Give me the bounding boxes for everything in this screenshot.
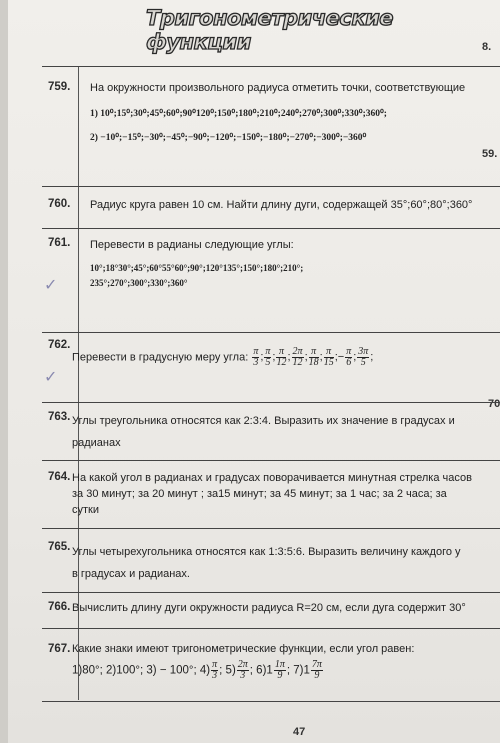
- angles-list-1: 10°;18°30°;45°;60°55°60°;90°;120°135°;150°;180°;210°;: [90, 262, 304, 273]
- angles-list-2: 235°;270°;300°;330°;360°: [90, 278, 188, 288]
- problem-759: [42, 66, 500, 185]
- fraction: $\frac{\pi}{18}$: [308, 346, 319, 368]
- problem-number: 762.: [48, 339, 71, 351]
- fraction: $\frac{2\pi}{12}$: [292, 346, 303, 368]
- fraction: $\frac{\pi}{3}$: [212, 658, 218, 681]
- problem-760: [42, 186, 500, 227]
- textbook-page: [8, 0, 500, 743]
- problem-text-cont: за 30 минут; за 20 минут ; за15 минут; за 45 минут; за 1 час; за 2 часа; за: [72, 487, 447, 500]
- problem-763: [42, 402, 500, 459]
- margin-number-762: 70: [488, 398, 500, 410]
- problem-766: [42, 592, 500, 627]
- problem-text: На какой угол в радианах и градусах поворачивается минутная стрелка часов: [72, 472, 472, 484]
- fraction: $\frac{7\pi}{9}$: [311, 658, 322, 681]
- problem-number: 767.: [48, 643, 71, 655]
- pencil-check-icon: ✓: [44, 369, 58, 386]
- page-number: 47: [293, 726, 306, 738]
- margin-number-top: 8.: [482, 41, 492, 53]
- angle-options: 1)80°; 2)100°; 3) − 100°; 4) $\frac{\pi}{3}$ ; 5) $\frac{2\pi}{3}$ ; 6)1 $\frac{1\pi}{9}$ ; 7)1 $\frac{7\pi}{9}$: [72, 658, 322, 681]
- fraction: $\frac{\pi}{12}$: [276, 346, 287, 368]
- problem-number: 765.: [48, 541, 71, 553]
- problem-765: [42, 528, 500, 591]
- fraction: $\frac{\pi}{6}$: [346, 346, 352, 368]
- fraction-list: $\frac{\pi}{3}$ ; $\frac{\pi}{5}$ ; $\frac{\pi}{12}$ ; $\frac{2\pi}{12}$ ; $\frac{\pi}{18}$ ; $\frac{\pi}{15}$ ;− $\frac{\pi}{6}$ ; $\frac{3\pi}{5}$ ;: [253, 346, 374, 368]
- fraction: $\frac{\pi}{5}$: [265, 346, 271, 368]
- fraction: $\frac{\pi}{3}$: [253, 346, 259, 368]
- problem-number: 766.: [48, 601, 71, 613]
- problem-text: На окружности произвольного радиуса отметить точки, соответствующие: [90, 82, 466, 94]
- problem-text-cont: в градусах и радианах.: [72, 568, 190, 580]
- problem-text-cont: радианах: [72, 437, 121, 449]
- problem-text: Перевести в градусную меру угла:: [72, 351, 249, 364]
- fraction: $\frac{\pi}{15}$: [323, 346, 334, 368]
- problem-767: [42, 628, 500, 702]
- problem-number: 759.: [48, 81, 71, 93]
- angles-list-2: 2) −10⁰;−15⁰;−30⁰;−45⁰;−90⁰;−120⁰;−150⁰;−180⁰;−270⁰;−300⁰;−360⁰: [90, 132, 367, 143]
- fraction: $\frac{3\pi}{5}$: [358, 346, 369, 368]
- fraction: $\frac{1\pi}{9}$: [274, 658, 285, 681]
- problem-762: [42, 332, 500, 401]
- pencil-check-icon: ✓: [44, 277, 58, 294]
- problem-number: 763.: [48, 411, 71, 423]
- problem-number: 764.: [48, 471, 71, 483]
- problem-text: Радиус круга равен 10 см. Найти длину дуги, содержащей 35°;60°;80°;360°: [90, 199, 473, 211]
- fraction: $\frac{2\pi}{3}$: [237, 658, 248, 681]
- problem-text: Углы треугольника относятся как 2:3:4. Выразить их значение в градусах и: [72, 415, 455, 427]
- problem-text-cont2: сутки: [72, 503, 99, 516]
- problem-764: [42, 460, 500, 527]
- problem-number: 761.: [48, 237, 71, 249]
- page-title: Тригонометрические функции: [146, 6, 394, 54]
- problem-text: Какие знаки имеют тригонометрические функции, если угол равен:: [72, 643, 415, 655]
- problem-text: Вычислить длину дуги окружности радиуса R=20 см, если дуга содержит 30°: [72, 602, 466, 614]
- problem-text: Углы четырехугольника относятся как 1:3:5:6. Выразить величину каждого у: [72, 546, 461, 558]
- angles-list-1: 1) 10⁰;15⁰;30⁰;45⁰;60⁰;90⁰120⁰;150⁰;180⁰;210⁰;240⁰;270⁰;300⁰;330⁰;360⁰;: [90, 108, 387, 119]
- problem-text: Перевести в радианы следующие углы:: [90, 239, 294, 251]
- problem-761: [42, 228, 500, 331]
- problem-number: 760.: [48, 198, 71, 210]
- margin-number-mid: 59.: [482, 148, 498, 160]
